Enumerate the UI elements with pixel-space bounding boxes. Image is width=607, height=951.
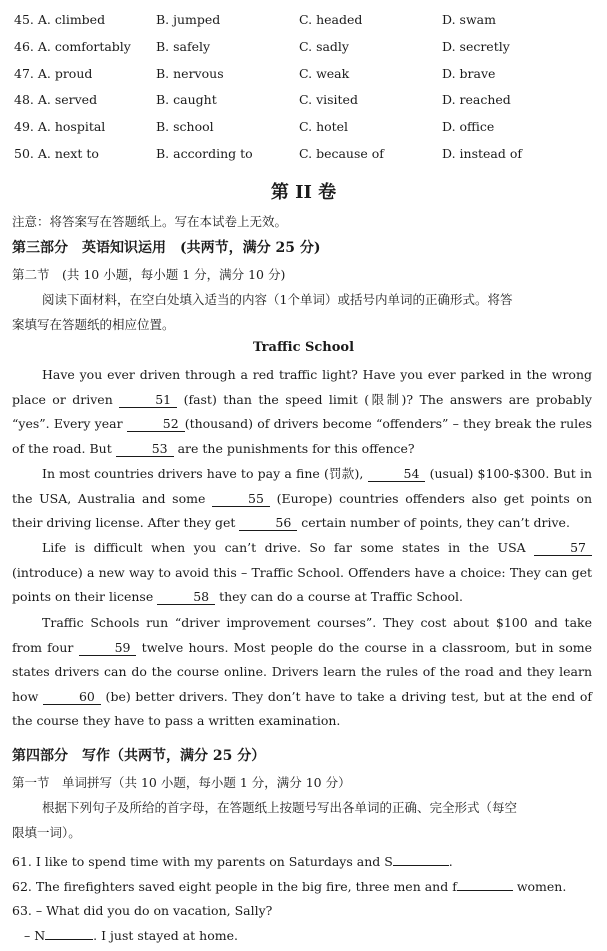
option-b: B. safely (156, 39, 211, 54)
passage-paragraph-4: Traffic Schools run “driver improvement courses”. They cost about $100 and take from four 59 twelve hours. Most people do the course in a classroom, but in some states drivers can do the course online. Drivers learn the rules of the road and they learn how 60 (be) better drivers. They don’t have to take a driving test, but at the end of the course they have to pass a written examination. (12, 615, 593, 729)
part4-instruction-line1: 根据下列句子及所给的首字母，在答题纸上按题号写出各单词的正确、完全形式（每空 (42, 800, 518, 815)
option-b: B. nervous (156, 66, 224, 81)
option-c: C. because of (299, 146, 384, 161)
passage-paragraph-3: Life is difficult when you can’t drive. So far some states in the USA 57 (introduce) a new way to avoid this – Traffic School. Offenders have a choice: They can get points on their license 58 they can do a course at Traffic School. (12, 540, 592, 605)
part3-instruction-line2: 案填写在答题纸的相应位置。 (12, 317, 175, 332)
option-a: 49. A. hospital (14, 119, 106, 134)
option-row-46 (14, 39, 594, 61)
option-c: C. hotel (299, 119, 349, 134)
option-b: B. caught (156, 92, 217, 107)
question-61: 61. I like to spend time with my parents on Saturdays and S . (12, 854, 453, 869)
question-62: 62. The firefighters saved eight people in the big fire, three men and f women. (12, 879, 567, 894)
blank-54: 54 (368, 466, 426, 482)
option-d: D. secretly (442, 39, 510, 54)
blank-59: 59 (79, 640, 137, 656)
blank-57: 57 (534, 540, 592, 556)
option-a: 50. A. next to (14, 146, 99, 161)
part4-instruction-line2: 限填一词）。 (12, 825, 81, 840)
answer-note: 注意：将答案写在答题纸上。写在本试卷上无效。 (12, 214, 288, 229)
option-d: D. instead of (442, 146, 522, 161)
blank-52: 52 (127, 416, 185, 432)
question-63-answer: – N . I just stayed at home. (24, 928, 238, 943)
blank-55: 55 (212, 491, 270, 507)
part4-section: 第一节 单词拼写（共 10 小题，每小题 1 分，满分 10 分） (12, 775, 351, 790)
part4-heading: 第四部分 写作（共两节，满分 25 分） (12, 748, 266, 764)
option-c: C. weak (299, 66, 350, 81)
part3-instruction-line1: 阅读下面材料，在空白处填入适当的内容（1个单词）或括号内单词的正确形式。将答 (42, 292, 513, 307)
volume-title: 第 II 卷 (270, 182, 337, 203)
option-c: C. visited (299, 92, 358, 107)
answer-line (393, 853, 449, 866)
answer-line (45, 927, 93, 940)
option-c: C. sadly (299, 39, 349, 54)
option-d: D. swam (442, 12, 496, 27)
answer-line (457, 878, 513, 891)
option-a: 46. A. comfortably (14, 39, 131, 54)
passage-title: Traffic School (252, 340, 355, 355)
option-row-49 (14, 119, 594, 141)
option-b: B. school (156, 119, 214, 134)
option-d: D. reached (442, 92, 511, 107)
option-c: C. headed (299, 12, 363, 27)
part3-heading: 第三部分 英语知识运用 (共两节，满分 25 分) (12, 240, 321, 256)
option-d: D. brave (442, 66, 496, 81)
option-d: D. office (442, 119, 495, 134)
blank-60: 60 (43, 689, 101, 705)
option-row-50 (14, 146, 594, 168)
option-b: B. according to (156, 146, 253, 161)
passage-paragraph-2: In most countries drivers have to pay a fine (罚款), 54 (usual) $100-$300. But in the USA, Australia and some 55 (Europe) countries offenders also get points on their driving license. After they get 56 certain number of points, they can’t drive. (12, 466, 592, 531)
blank-53: 53 (116, 441, 174, 457)
blank-58: 58 (157, 589, 215, 605)
blank-51: 51 (119, 392, 177, 408)
option-a: 47. A. proud (14, 66, 93, 81)
option-b: B. jumped (156, 12, 221, 27)
passage-paragraph-1: Have you ever driven through a red traffic light? Have you ever parked in the wrong place or driven 51 (fast) than the speed limit (限制)? The answers are probably “yes”. Every year 52 (thousand) of drivers become “offenders” – they break the rules of the road. But 53 are the punishments for this offence? (12, 367, 592, 456)
question-63: 63. – What did you do on vacation, Sally? (12, 903, 273, 918)
blank-56: 56 (239, 515, 297, 531)
option-row-48 (14, 92, 594, 114)
option-a: 48. A. served (14, 92, 98, 107)
part3-section: 第二节 (共 10 小题，每小题 1 分，满分 10 分) (12, 267, 286, 282)
option-row-47 (14, 66, 594, 88)
option-a: 45. A. climbed (14, 12, 106, 27)
option-row-45 (14, 12, 594, 34)
